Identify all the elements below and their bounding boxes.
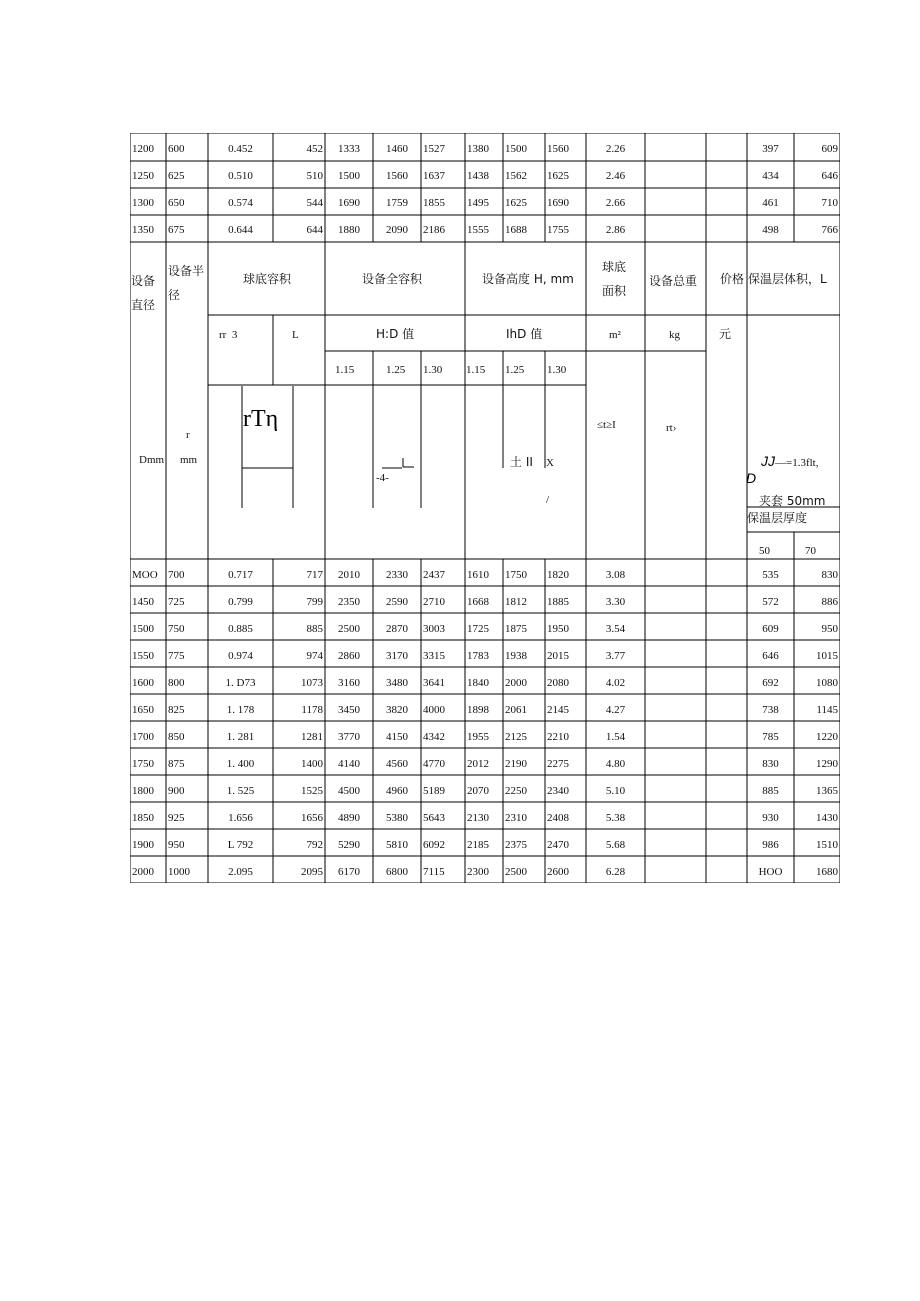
bottom-row-cell: 3003 [423, 623, 445, 635]
bottom-row-cell: 4.80 [605, 758, 626, 770]
bottom-row-cell: 830 [762, 758, 779, 770]
bottom-row-cell: 5643 [423, 812, 445, 824]
bottom-row-cell: 2012 [467, 758, 489, 770]
top-row-cell: 600 [168, 143, 185, 155]
bottom-row-cell: 2350 [338, 596, 360, 608]
bottom-row-cell: 2300 [467, 866, 489, 878]
bottom-row-cell: 2.095 [228, 866, 253, 878]
bottom-row-cell: 925 [168, 812, 185, 824]
jacket-note: 夹套 50mm [759, 494, 826, 508]
thickness-50: 50 [759, 545, 770, 557]
bottom-row-cell: 1.656 [228, 812, 253, 824]
bottom-row-cell: 1610 [467, 569, 489, 581]
top-row-cell: 1855 [423, 197, 445, 209]
top-row-cell: 1560 [386, 170, 408, 182]
bottom-row-cell: 1656 [301, 812, 323, 824]
top-row-cell: 1333 [338, 143, 360, 155]
top-row-cell: 461 [762, 197, 779, 209]
bottom-row-cell: 609 [762, 623, 779, 635]
bottom-row-cell: 2860 [338, 650, 360, 662]
header-insulation-volume: 保温层体积，L [748, 272, 827, 286]
bottom-row-cell: 1875 [505, 623, 527, 635]
bottom-row-cell: 2870 [386, 623, 408, 635]
unit-bottom-m3: rr 3 [219, 329, 238, 341]
top-row-cell: 1300 [132, 197, 154, 209]
top-row-cell: 1500 [338, 170, 360, 182]
bottom-row-cell: 4000 [423, 704, 445, 716]
bottom-row-cell: 1700 [132, 731, 154, 743]
bottom-row-cell: 2437 [423, 569, 445, 581]
bottom-row-cell: 1783 [467, 650, 489, 662]
top-row-cell: 397 [762, 143, 779, 155]
bottom-row-cell: 1820 [547, 569, 569, 581]
bottom-row-cell: 3315 [423, 650, 445, 662]
bottom-row-cell: 725 [168, 596, 185, 608]
bottom-row-cell: 1850 [132, 812, 154, 824]
bottom-row-cell: 5189 [423, 785, 445, 797]
bottom-row-cell: 0.717 [228, 569, 253, 581]
radius-symbol: r [186, 429, 190, 441]
bottom-row-cell: 2080 [547, 677, 569, 689]
vessel-spec-table [130, 133, 840, 883]
bottom-row-cell: 750 [168, 623, 185, 635]
insulation-thickness: 保温层厚度 [747, 511, 808, 525]
bottom-row-cell: 1950 [547, 623, 569, 635]
bottom-row-cell: 950 [168, 839, 185, 851]
bottom-row-cell: 1550 [132, 650, 154, 662]
bottom-row-cell: 2408 [547, 812, 569, 824]
header-diameter-line2: 直径 [131, 298, 156, 312]
bottom-row-cell: 775 [168, 650, 185, 662]
top-row-cell: 1250 [132, 170, 154, 182]
formula-sketch-strokes [242, 386, 414, 508]
bottom-row-cell: 0.974 [228, 650, 253, 662]
bottom-row-cell: 1955 [467, 731, 489, 743]
bottom-row-cell: 2125 [505, 731, 527, 743]
top-row-cell: 2.26 [605, 143, 626, 155]
bottom-row-cell: 1750 [132, 758, 154, 770]
bottom-row-cell: 1600 [132, 677, 154, 689]
bottom-row-cell: 738 [762, 704, 779, 716]
bottom-row-cell: 1800 [132, 785, 154, 797]
bottom-row-cell: 1220 [816, 731, 838, 743]
bottom-row-cell: 5810 [386, 839, 408, 851]
top-row-cell: 2.46 [605, 170, 626, 182]
bottom-row-cell: 974 [306, 650, 323, 662]
bottom-row-cell: 2070 [467, 785, 489, 797]
top-row-cell: 1759 [386, 197, 408, 209]
bottom-row-cell: 4890 [338, 812, 360, 824]
bottom-row-cell: 2095 [301, 866, 323, 878]
bottom-row-cell: 3160 [338, 677, 360, 689]
unit-price: 元 [719, 327, 732, 341]
bottom-row-cell: 2710 [423, 596, 445, 608]
bottom-row-cell: 5.68 [605, 839, 626, 851]
bottom-row-cell: 785 [762, 731, 779, 743]
table-grid [130, 133, 840, 883]
unit-weight: kg [669, 329, 680, 341]
ratio-total-3: 1.30 [423, 364, 443, 376]
bottom-row-cell: 885 [762, 785, 779, 797]
bottom-row-cell: 1073 [301, 677, 323, 689]
bottom-row-cell: 2275 [547, 758, 569, 770]
header-radius-line2: 径 [168, 288, 181, 302]
top-row-cell: 1562 [505, 170, 527, 182]
header-diameter-line1: 设备 [131, 274, 156, 288]
bottom-row-cell: 800 [168, 677, 185, 689]
bottom-row-cell: 830 [821, 569, 838, 581]
bottom-volume-formula: rTη [243, 406, 279, 432]
bottom-row-cell: 886 [821, 596, 838, 608]
insulation-formula: JJ—=1.3flt, [761, 453, 819, 469]
bottom-row-cell: 2600 [547, 866, 569, 878]
bottom-row-cell: 572 [762, 596, 779, 608]
top-row-cell: 434 [762, 170, 779, 182]
bottom-row-cell: HOO [758, 866, 783, 878]
bottom-row-cell: 1885 [547, 596, 569, 608]
bottom-row-cell: 3480 [386, 677, 408, 689]
bottom-row-cell: 1. 400 [226, 758, 255, 770]
ratio-height-3: 1.30 [547, 364, 567, 376]
top-row-cell: 2186 [423, 224, 445, 236]
bottom-row-cell: 1840 [467, 677, 489, 689]
bottom-row-cell: 1750 [505, 569, 527, 581]
top-row-cell: 498 [762, 224, 779, 236]
bottom-row-cell: 1.54 [605, 731, 626, 743]
thickness-70: 70 [805, 545, 816, 557]
top-row-cell: 1380 [467, 143, 489, 155]
bottom-row-cell: 2185 [467, 839, 489, 851]
bottom-row-cell: 2590 [386, 596, 408, 608]
bottom-row-cell: 2470 [547, 839, 569, 851]
bottom-row-cell: 1290 [816, 758, 838, 770]
bottom-row-cell: 1178 [301, 704, 323, 716]
bottom-row-cell: 900 [168, 785, 185, 797]
bottom-row-cell: 1430 [816, 812, 838, 824]
bottom-row-cell: 2500 [505, 866, 527, 878]
bottom-row-cell: 2340 [547, 785, 569, 797]
table-cells [132, 143, 839, 878]
bottom-row-cell: 3450 [338, 704, 360, 716]
header-area-line2: 面积 [602, 284, 627, 298]
top-row-cell: 625 [168, 170, 185, 182]
table-header [131, 259, 827, 557]
bottom-row-cell: 4.02 [605, 677, 626, 689]
area-formula: ≤t≥I [597, 419, 616, 431]
bottom-row-cell: 3170 [386, 650, 408, 662]
top-row-cell: 609 [821, 143, 838, 155]
bottom-row-cell: 1000 [168, 866, 190, 878]
top-row-cell: 1688 [505, 224, 527, 236]
bottom-row-cell: 1450 [132, 596, 154, 608]
bottom-row-cell: 4150 [386, 731, 408, 743]
bottom-row-cell: 6800 [386, 866, 408, 878]
bottom-row-cell: 4560 [386, 758, 408, 770]
bottom-row-cell: 1. 281 [226, 731, 255, 743]
bottom-row-cell: 1145 [816, 704, 838, 716]
top-row-cell: 1625 [505, 197, 527, 209]
bottom-row-cell: 825 [168, 704, 185, 716]
bottom-row-cell: 1281 [301, 731, 323, 743]
bottom-row-cell: 7115 [423, 866, 445, 878]
top-row-cell: 1560 [547, 143, 569, 155]
top-row-cell: 1460 [386, 143, 408, 155]
height-formula-x: X [546, 457, 554, 469]
data-table-page [130, 133, 840, 883]
bottom-row-cell: 4500 [338, 785, 360, 797]
top-row-cell: 2090 [386, 224, 408, 236]
top-row-cell: 1625 [547, 170, 569, 182]
bottom-row-cell: 6.28 [605, 866, 626, 878]
total-volume-formula-mark: -4- [376, 472, 389, 484]
bottom-row-cell: 700 [168, 569, 185, 581]
top-row-cell: 1637 [423, 170, 445, 182]
top-row-cell: 710 [821, 197, 838, 209]
top-row-cell: 1527 [423, 143, 445, 155]
bottom-row-cell: 717 [306, 569, 323, 581]
bottom-row-cell: 4342 [423, 731, 445, 743]
bottom-row-cell: 3.77 [605, 650, 626, 662]
header-height: 设备高度 H, mm [482, 272, 574, 286]
bottom-row-cell: 1725 [467, 623, 489, 635]
header-hd-height: IhD 值 [506, 327, 543, 341]
top-row-cell: 0.574 [228, 197, 253, 209]
top-row-cell: 650 [168, 197, 185, 209]
bottom-row-cell: 1400 [301, 758, 323, 770]
bottom-row-cell: 646 [762, 650, 779, 662]
bottom-row-cell: 6092 [423, 839, 445, 851]
bottom-row-cell: 799 [306, 596, 323, 608]
bottom-row-cell: 792 [306, 839, 323, 851]
bottom-row-cell: 2010 [338, 569, 360, 581]
bottom-row-cell: 0.799 [228, 596, 253, 608]
bottom-row-cell: MOO [132, 569, 158, 581]
bottom-row-cell: 6170 [338, 866, 360, 878]
bottom-row-cell: 1. 178 [226, 704, 255, 716]
top-row-cell: 644 [306, 224, 323, 236]
bottom-row-cell: 3.08 [605, 569, 626, 581]
top-row-cell: 1755 [547, 224, 569, 236]
bottom-row-cell: 2130 [467, 812, 489, 824]
bottom-row-cell: 850 [168, 731, 185, 743]
unit-bottom-l: L [292, 329, 299, 341]
bottom-row-cell: 1. 525 [226, 785, 255, 797]
bottom-row-cell: L 792 [227, 839, 254, 851]
top-row-cell: 1690 [338, 197, 360, 209]
bottom-row-cell: 1900 [132, 839, 154, 851]
top-row-cell: 2.66 [605, 197, 626, 209]
bottom-row-cell: 885 [306, 623, 323, 635]
header-radius-line1: 设备半 [168, 264, 205, 278]
bottom-row-cell: 875 [168, 758, 185, 770]
header-weight: 设备总重 [649, 274, 698, 288]
bottom-row-cell: 2145 [547, 704, 569, 716]
top-row-cell: 1880 [338, 224, 360, 236]
header-area-line1: 球底 [602, 260, 627, 274]
diameter-unit: Dmm [139, 454, 165, 466]
bottom-row-cell: 4960 [386, 785, 408, 797]
radius-unit: mm [180, 454, 198, 466]
bottom-row-cell: 2375 [505, 839, 527, 851]
bottom-row-cell: 2330 [386, 569, 408, 581]
top-row-cell: 1555 [467, 224, 489, 236]
unit-area: m² [609, 329, 621, 341]
bottom-row-cell: 2015 [547, 650, 569, 662]
bottom-row-cell: 1898 [467, 704, 489, 716]
bottom-row-cell: 986 [762, 839, 779, 851]
top-row-cell: 0.452 [228, 143, 253, 155]
top-row-cell: 1438 [467, 170, 489, 182]
bottom-row-cell: 1668 [467, 596, 489, 608]
top-row-cell: 544 [306, 197, 323, 209]
bottom-row-cell: 1525 [301, 785, 323, 797]
bottom-row-cell: 3820 [386, 704, 408, 716]
top-row-cell: 766 [821, 224, 838, 236]
bottom-row-cell: 1015 [816, 650, 838, 662]
bottom-row-cell: 3.54 [605, 623, 626, 635]
bottom-row-cell: 5380 [386, 812, 408, 824]
bottom-row-cell: 3770 [338, 731, 360, 743]
bottom-row-cell: 692 [762, 677, 779, 689]
bottom-row-cell: 930 [762, 812, 779, 824]
bottom-row-cell: 2061 [505, 704, 527, 716]
header-bottom-volume: 球底容积 [243, 272, 292, 286]
bottom-row-cell: 1080 [816, 677, 838, 689]
bottom-row-cell: 2210 [547, 731, 569, 743]
bottom-row-cell: 535 [762, 569, 779, 581]
bottom-row-cell: 2310 [505, 812, 527, 824]
top-row-cell: 0.644 [228, 224, 253, 236]
top-row-cell: 1500 [505, 143, 527, 155]
bottom-row-cell: 1650 [132, 704, 154, 716]
bottom-row-cell: 5.38 [605, 812, 626, 824]
bottom-row-cell: 1938 [505, 650, 527, 662]
bottom-row-cell: 1680 [816, 866, 838, 878]
bottom-row-cell: 4.27 [605, 704, 626, 716]
height-formula-slash: / [546, 494, 550, 506]
top-row-cell: 1690 [547, 197, 569, 209]
bottom-row-cell: 2250 [505, 785, 527, 797]
top-row-cell: 0.510 [228, 170, 253, 182]
bottom-row-cell: 3641 [423, 677, 445, 689]
ratio-height-1: 1.15 [466, 364, 486, 376]
bottom-row-cell: 950 [821, 623, 838, 635]
bottom-row-cell: 2000 [505, 677, 527, 689]
bottom-row-cell: 4140 [338, 758, 360, 770]
top-row-cell: 675 [168, 224, 185, 236]
height-formula-mark: 土 II [510, 455, 533, 469]
bottom-row-cell: 1. D73 [225, 677, 256, 689]
bottom-row-cell: 0.885 [228, 623, 253, 635]
ratio-total-1: 1.15 [335, 364, 355, 376]
top-row-cell: 2.86 [605, 224, 626, 236]
bottom-row-cell: 5290 [338, 839, 360, 851]
bottom-row-cell: 1812 [505, 596, 527, 608]
bottom-row-cell: 2500 [338, 623, 360, 635]
ratio-total-2: 1.25 [386, 364, 406, 376]
top-row-cell: 510 [306, 170, 323, 182]
insulation-formula-d: D [746, 470, 757, 486]
bottom-row-cell: 1510 [816, 839, 838, 851]
weight-formula: rt› [666, 422, 677, 434]
top-row-cell: 1200 [132, 143, 154, 155]
top-row-cell: 452 [306, 143, 323, 155]
header-total-volume: 设备全容积 [362, 272, 423, 286]
bottom-row-cell: 2000 [132, 866, 154, 878]
bottom-row-cell: 4770 [423, 758, 445, 770]
header-hd-total: H:D 值 [376, 327, 415, 341]
top-row-cell: 1495 [467, 197, 489, 209]
bottom-row-cell: 1500 [132, 623, 154, 635]
bottom-row-cell: 1365 [816, 785, 838, 797]
bottom-row-cell: 3.30 [605, 596, 626, 608]
top-row-cell: 646 [821, 170, 838, 182]
bottom-row-cell: 5.10 [605, 785, 626, 797]
header-price: 价格 [720, 272, 745, 286]
bottom-row-cell: 2190 [505, 758, 527, 770]
ratio-height-2: 1.25 [505, 364, 525, 376]
top-row-cell: 1350 [132, 224, 154, 236]
